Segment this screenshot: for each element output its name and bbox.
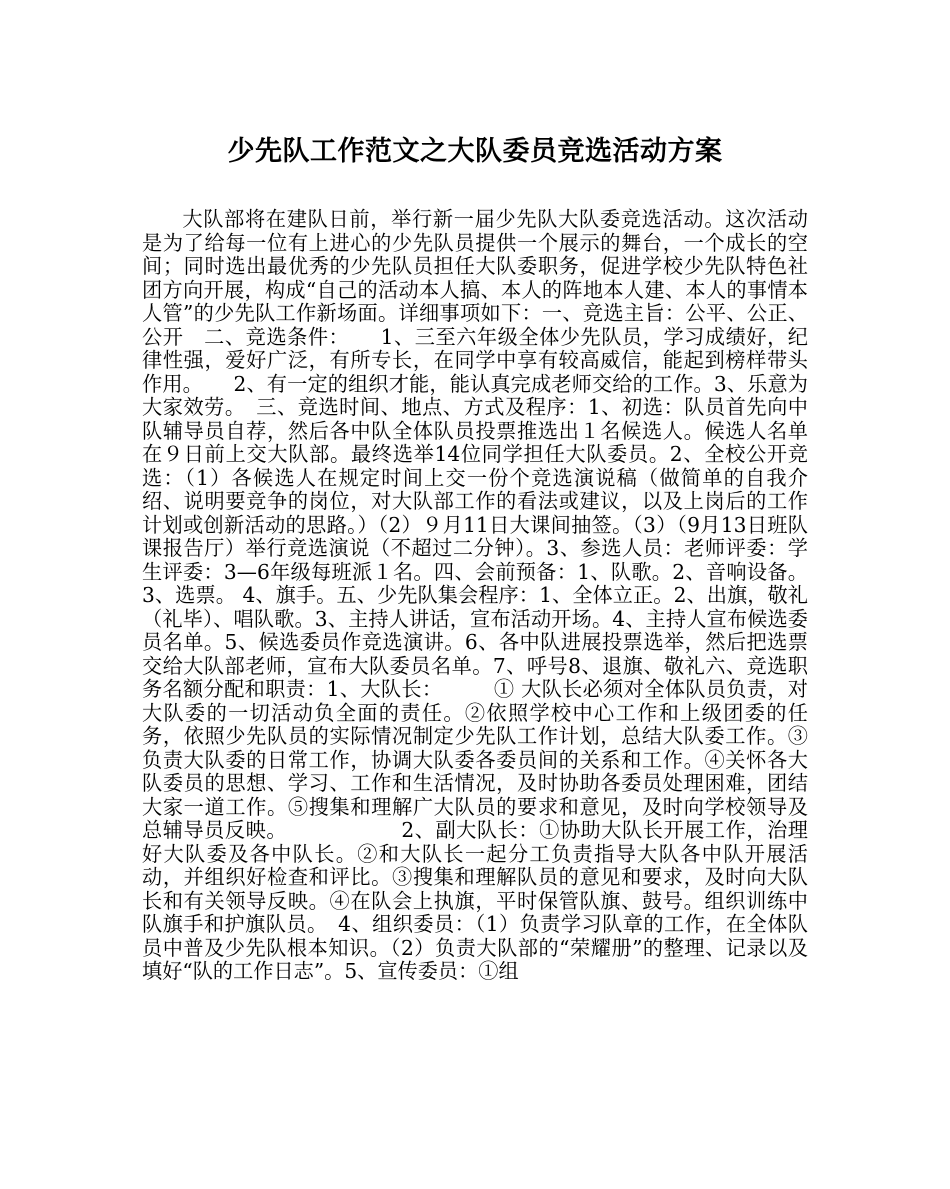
document-title: 少先队工作范文之大队委员竞选活动方案 bbox=[227, 136, 723, 167]
document-body: 大队部将在建队日前，举行新一届少先队大队委竞选活动。这次活动是为了给每一位有上进心的少先队员提供一个展示的舞台，一个成长的空间；同时选出最优秀的少先队员担任大队委职务，促进学校少先队特色社团方向开展，构成“自己的活动本人搞、本人的阵地本人建、本人的事情本人管”的少先队工作新场面。详细事项如下：一、竞选主旨：公平、公正、公开 二、竞选条件： 1、三至六年级全体少先队员，学习成绩好，纪律性强，爱好广泛，有所专长，在同学中享有较高威信，能起到榜样带头作用。 2、有一定的组织才能，能认真完成老师交给的工作。3、乐意为大家效劳。 三、竞选时间、地点、方式及程序：1、初选：队员首先向中队辅导员自荐，然后各中队全体队员投票推选出１名候选人。候选人名单在９日前上交大队部。最终选举14位同学担任大队委员。2、全校公开竞选：（1）各候选人在规定时间上交一份个竞选演说稿（做简单的自我介绍、说明要竞争的岗位，对大队部工作的看法或建议，以及上岗后的工作计划或创新活动的思路。）（2）９月11日大课间抽签。（3）（9月13日班队课报告厅）举行竞选演说（不超过二分钟）。3、参选人员：老师评委：学生评委：3—6年级每班派１名。四、会前预备：1、队歌。2、音响设备。3、选票。 4、旗手。五、少先队集会程序：1、全体立正。2、出旗，敬礼（礼毕）、唱队歌。3、主持人讲话，宣布活动开场。4、主持人宣布候选委员名单。5、候选委员作竞选演讲。6、各中队进展投票选举，然后把选票交给大队部老师，宣布大队委员名单。7、呼号8、退旗、敬礼六、竞选职务名额分配和职责：1、大队长： ① 大队长必须对全体队员负责，对大队委的一切活动负全面的责任。②依照学校中心工作和上级团委的任务，依照少先队员的实际情况制定少先队工作计划，总结大队委工作。③负责大队委的日常工作，协调大队委各委员间的关系和工作。④关怀各大队委员的思想、学习、工作和生活情况，及时协助各委员处理困难，团结大家一道工作。⑤搜集和理解广大队员的要求和意见，及时向学校领导及总辅导员反映。 2、副大队长：①协助大队长开展工作，治理好大队委及各中队长。②和大队长一起分工负责指导大队各中队开展活动，并组织好检查和评比。③搜集和理解队员的意见和要求，及时向大队长和有关领导反映。④在队会上执旗，平时保管队旗、鼓号。组织训练中队旗手和护旗队员。 4、组织委员：（1）负责学习队章的工作，在全体队员中普及少先队根本知识。（2）负责大队部的“荣耀册”的整理、记录以及填好“队的工作日志”。5、宣传委员：①组 bbox=[142, 207, 808, 983]
